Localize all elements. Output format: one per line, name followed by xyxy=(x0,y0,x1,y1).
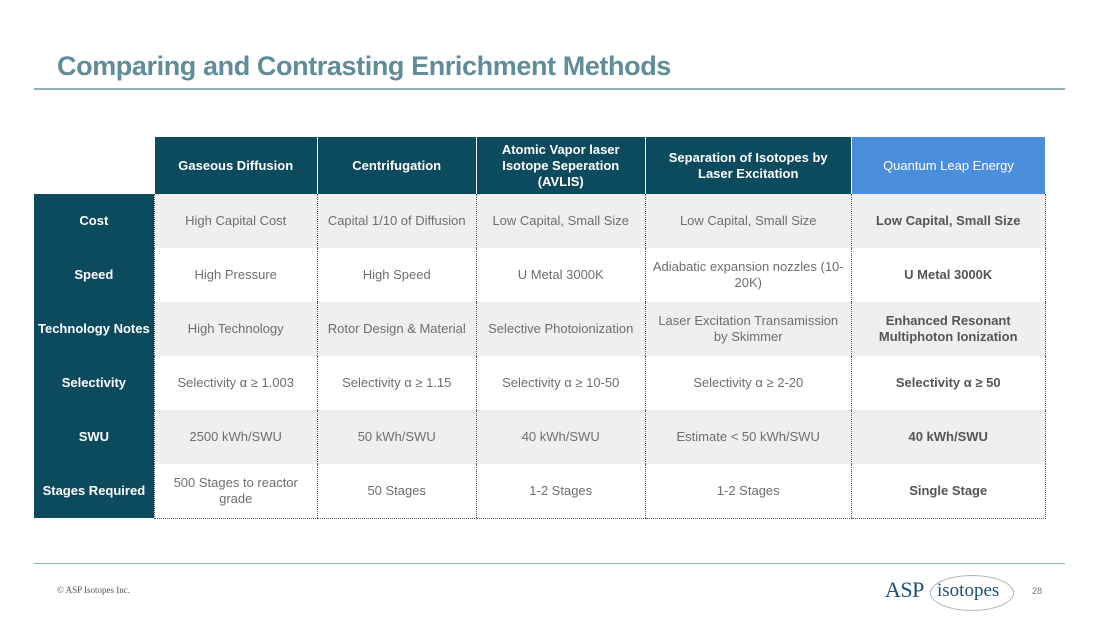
column-header-quantum-leap-energy: Quantum Leap Energy xyxy=(851,137,1045,194)
table-row-swu xyxy=(34,410,1045,464)
table-cell: 1-2 Stages xyxy=(645,464,851,518)
table-cell: Low Capital, Small Size xyxy=(476,194,645,248)
table-cell-highlight: Low Capital, Small Size xyxy=(851,194,1045,248)
title-divider xyxy=(34,88,1065,90)
table-cell: Laser Excitation Transamission by Skimmer xyxy=(645,302,851,356)
table-cell: High Pressure xyxy=(154,248,317,302)
table-cell: 40 kWh/SWU xyxy=(476,410,645,464)
column-header-avlis: Atomic Vapor laser Isotope Seperation (AVLIS) xyxy=(476,137,645,194)
table-row-cost xyxy=(34,194,1045,248)
table-cell: 1-2 Stages xyxy=(476,464,645,518)
table-cell: Capital 1/10 of Diffusion xyxy=(317,194,476,248)
table-cell: High Technology xyxy=(154,302,317,356)
table-cell: High Capital Cost xyxy=(154,194,317,248)
table-cell: 50 kWh/SWU xyxy=(317,410,476,464)
row-header-selectivity: Selectivity xyxy=(34,356,154,410)
table-cell: Selectivity α ≥ 1.003 xyxy=(154,356,317,410)
row-header-speed: Speed xyxy=(34,248,154,302)
logo-text-asp: ASP xyxy=(885,577,924,602)
asp-isotopes-logo xyxy=(884,572,1016,612)
table-cell: 2500 kWh/SWU xyxy=(154,410,317,464)
table-row-stages-required xyxy=(34,464,1045,518)
column-header-gaseous-diffusion: Gaseous Diffusion xyxy=(154,137,317,194)
table-cell: Estimate < 50 kWh/SWU xyxy=(645,410,851,464)
table-cell: U Metal 3000K xyxy=(476,248,645,302)
column-header-centrifugation: Centrifugation xyxy=(317,137,476,194)
copyright-notice: © ASP Isotopes Inc. xyxy=(57,585,131,595)
table-cell: 50 Stages xyxy=(317,464,476,518)
table-row-technology-notes xyxy=(34,302,1045,356)
table-cell: Low Capital, Small Size xyxy=(645,194,851,248)
row-header-swu: SWU xyxy=(34,410,154,464)
table-row-speed xyxy=(34,248,1045,302)
table-cell: Selectivity α ≥ 10-50 xyxy=(476,356,645,410)
table-cell: Rotor Design & Material xyxy=(317,302,476,356)
table-cell-highlight: U Metal 3000K xyxy=(851,248,1045,302)
table-cell: High Speed xyxy=(317,248,476,302)
column-header-laser-excitation: Separation of Isotopes by Laser Excitation xyxy=(645,137,851,194)
footer-divider xyxy=(34,563,1065,564)
page-number: 28 xyxy=(1032,586,1043,596)
row-header-cost: Cost xyxy=(34,194,154,248)
logo-text-isotopes: isotopes xyxy=(937,580,1000,601)
table-corner-cell xyxy=(34,137,154,194)
comparison-table xyxy=(34,137,1046,519)
table-cell: Adiabatic expansion nozzles (10-20K) xyxy=(645,248,851,302)
slide-title: Comparing and Contrasting Enrichment Methods xyxy=(57,51,671,81)
table-cell-highlight: Single Stage xyxy=(851,464,1045,518)
row-header-technology-notes: Technology Notes xyxy=(34,302,154,356)
table-cell-highlight: 40 kWh/SWU xyxy=(851,410,1045,464)
table-cell-highlight: Enhanced Resonant Multiphoton Ionization xyxy=(851,302,1045,356)
table-cell: Selectivity α ≥ 2-20 xyxy=(645,356,851,410)
table-cell: Selective Photoionization xyxy=(476,302,645,356)
table-cell-highlight: Selectivity α ≥ 50 xyxy=(851,356,1045,410)
table-header-row xyxy=(34,137,1045,194)
table-cell: 500 Stages to reactor grade xyxy=(154,464,317,518)
row-header-stages-required: Stages Required xyxy=(34,464,154,518)
table-row-selectivity xyxy=(34,356,1045,410)
table-cell: Selectivity α ≥ 1.15 xyxy=(317,356,476,410)
